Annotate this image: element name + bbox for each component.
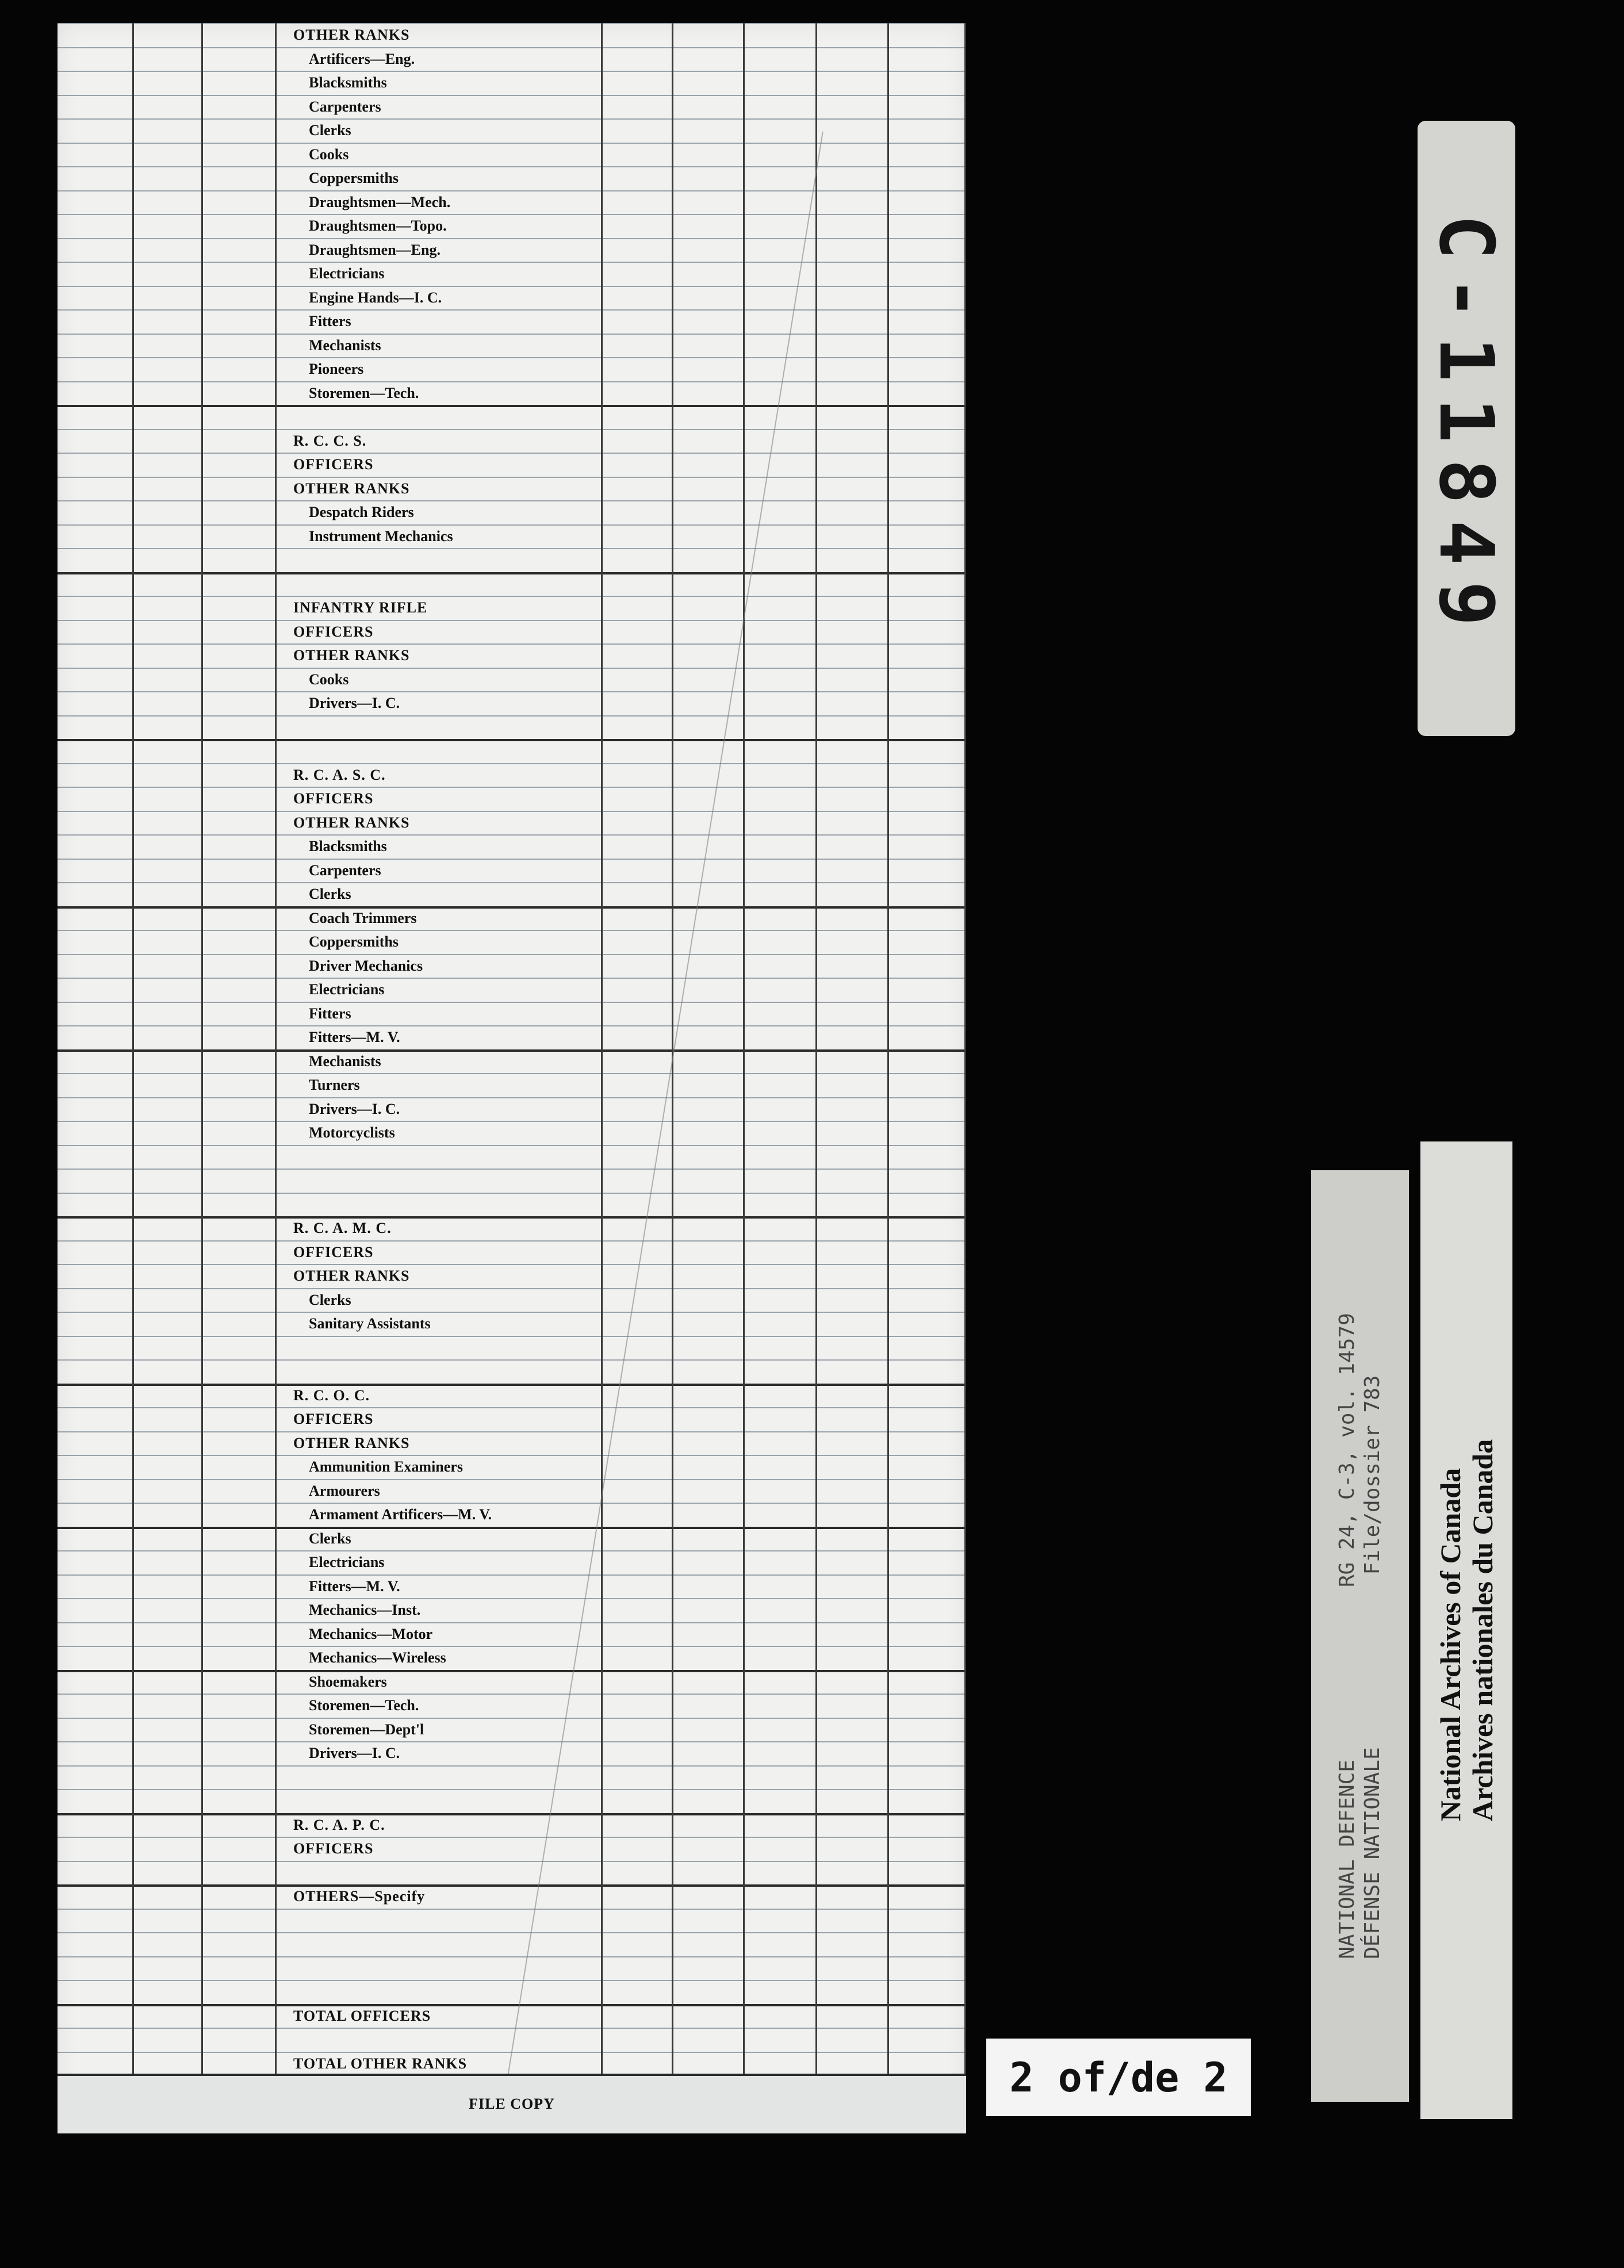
row-rule [58, 1384, 966, 1386]
trade-row-label: Despatch Riders [309, 504, 414, 520]
row-rule [58, 906, 966, 909]
section-heading: TOTAL OFFICERS [293, 2007, 431, 2024]
trade-row-label: Carpenters [309, 861, 381, 879]
section-heading: OTHERS—Specify [293, 1888, 426, 1905]
row-rule [58, 1288, 966, 1289]
trade-row-label: Coach Trimmers [309, 909, 417, 926]
row-rule [58, 1694, 966, 1695]
row-rule [58, 214, 966, 215]
trade-row-label: Coppersmiths [309, 170, 399, 186]
trade-row-label: Coppersmiths [309, 933, 399, 950]
row-rule [58, 954, 966, 955]
row-rule [58, 453, 966, 454]
row-rule [58, 1909, 966, 1910]
trade-row-label: Drivers—I. C. [309, 1100, 400, 1117]
section-heading: OFFICERS [293, 456, 374, 473]
row-rule [58, 1002, 966, 1003]
column-divider [201, 23, 203, 2076]
page-count: 2 of/de 2 [1009, 2054, 1228, 2101]
trade-row-label: Instrument Mechanics [309, 527, 453, 545]
department-name-en: NATIONAL DEFENCE [1335, 1760, 1359, 1959]
row-rule [58, 1574, 966, 1576]
section-heading: OFFICERS [293, 1243, 374, 1261]
row-rule [58, 1646, 966, 1647]
column-divider [964, 23, 966, 2076]
trade-row-label: Sanitary Assistants [309, 1315, 431, 1332]
row-rule [58, 1980, 966, 1981]
trade-row-label: Motorcyclists [309, 1124, 395, 1141]
section-heading: OTHER RANKS [293, 647, 410, 664]
row-rule [58, 524, 966, 526]
trade-row-label: Mechanists [309, 1052, 381, 1070]
row-rule [58, 1813, 966, 1815]
section-heading: TOTAL OTHER RANKS [293, 2055, 468, 2072]
row-rule [58, 1837, 966, 1838]
trade-row-label: Blacksmiths [309, 838, 387, 855]
row-rule [58, 1359, 966, 1361]
archives-name-fr: Archives nationales du Canada [1466, 1439, 1499, 1822]
row-rule [58, 1550, 966, 1551]
row-rule [58, 1884, 966, 1887]
trade-row-label: Drivers—I. C. [309, 1745, 400, 1761]
row-rule [58, 811, 966, 812]
trade-row-label: Turners [309, 1076, 360, 1093]
trade-row-label: Fitters—M. V. [309, 1029, 400, 1045]
row-rule [58, 930, 966, 931]
row-rule [58, 95, 966, 96]
department-name-fr: DÉFENSE NATIONALE [1361, 1747, 1384, 1959]
trade-row-label: Clerks [309, 886, 351, 902]
row-rule [58, 190, 966, 191]
row-rule [58, 787, 966, 788]
column-divider [132, 23, 134, 2076]
row-rule [58, 1025, 966, 1026]
row-rule [58, 357, 966, 358]
trade-row-label: Draughtsmen—Mech. [309, 193, 451, 210]
personnel-form-sheet [58, 23, 966, 2133]
record-group-reference: RG 24, C-3, vol. 14579 [1335, 1313, 1359, 1588]
page-count-card [986, 2039, 1251, 2116]
row-rule [58, 381, 966, 382]
column-divider [275, 23, 277, 2076]
section-heading: R. C. O. C. [293, 1386, 370, 1404]
trade-row-label: Blacksmiths [309, 74, 387, 91]
trade-row-label: Cooks [309, 145, 349, 163]
file-copy-label: FILE COPY [469, 2095, 555, 2112]
row-rule [58, 1097, 966, 1098]
trade-row-label: Carpenters [309, 98, 381, 115]
row-rule [58, 834, 966, 836]
row-rule [58, 763, 966, 764]
row-rule [58, 1741, 966, 1742]
trade-row-label: Pioneers [309, 361, 364, 377]
row-rule [58, 477, 966, 478]
trade-row-label: Electricians [309, 981, 385, 998]
trade-row-label: Armament Artificers—M. V. [309, 1506, 492, 1523]
row-rule [58, 238, 966, 239]
trade-row-label: Engine Hands—I. C. [309, 289, 442, 306]
row-rule [58, 1431, 966, 1432]
row-rule [58, 715, 966, 717]
trade-row-label: Fitters [309, 313, 351, 330]
trade-row-label: Ammunition Examiners [309, 1458, 463, 1475]
row-rule [58, 739, 966, 741]
row-rule [58, 334, 966, 335]
trade-row-label: Storemen—Tech. [309, 1697, 419, 1714]
row-rule [58, 1049, 966, 1052]
row-rule [58, 1861, 966, 1862]
trade-row-label: Storemen—Dept'l [309, 1721, 424, 1738]
row-rule [58, 143, 966, 144]
section-heading: OTHER RANKS [293, 480, 410, 497]
trade-row-label: Fitters—M. V. [309, 1577, 400, 1595]
row-rule [58, 71, 966, 72]
row-rule [58, 1240, 966, 1242]
row-rule [58, 1765, 966, 1767]
section-heading: OTHER RANKS [293, 26, 410, 43]
section-heading: OFFICERS [293, 790, 374, 807]
trade-row-label: Draughtsmen—Topo. [309, 217, 447, 234]
row-rule [58, 166, 966, 167]
archives-name-en: National Archives of Canada [1434, 1468, 1466, 1822]
row-rule [58, 2028, 966, 2029]
section-heading: OTHER RANKS [293, 814, 410, 831]
trade-row-label: Electricians [309, 1554, 385, 1570]
row-rule [58, 1455, 966, 1456]
row-rule [58, 286, 966, 287]
row-rule [58, 978, 966, 979]
trade-row-label: Mechanics—Motor [309, 1625, 433, 1642]
row-rule [58, 572, 966, 574]
row-rule [58, 2004, 966, 2006]
section-heading: OTHER RANKS [293, 1434, 410, 1451]
trade-row-label: Shoemakers [309, 1673, 387, 1690]
section-heading: INFANTRY RIFLE [293, 599, 428, 616]
row-rule [58, 1073, 966, 1074]
section-heading: OTHER RANKS [293, 1267, 410, 1284]
row-rule [58, 1216, 966, 1219]
row-rule [58, 1503, 966, 1504]
section-heading: R. C. A. P. C. [293, 1816, 385, 1833]
trade-row-label: Armourers [309, 1482, 380, 1499]
section-heading: OFFICERS [293, 1411, 374, 1427]
trade-row-label: Clerks [309, 1291, 351, 1308]
volume-label-line-1 [1335, 1313, 1360, 1959]
trade-row-label: Storemen—Tech. [309, 384, 419, 401]
row-rule [58, 643, 966, 645]
row-rule [58, 309, 966, 311]
row-rule [58, 405, 966, 407]
section-heading: R. C. C. S. [293, 432, 367, 449]
archives-label [1420, 1141, 1512, 2119]
reel-number-strip [1418, 121, 1515, 736]
trade-row-label: Clerks [309, 1530, 351, 1547]
row-rule [58, 1264, 966, 1265]
row-rule [58, 1145, 966, 1146]
volume-label-line-2 [1360, 1313, 1385, 1959]
row-rule [58, 1312, 966, 1313]
volume-label [1311, 1170, 1409, 2102]
section-heading: R. C. A. M. C. [293, 1220, 392, 1236]
column-divider [815, 23, 817, 2076]
trade-row-label: Mechanics—Wireless [309, 1649, 446, 1666]
row-rule [58, 548, 966, 549]
row-rule [58, 1956, 966, 1957]
column-divider [601, 23, 603, 2076]
trade-row-label: Mechanics—Inst. [309, 1602, 421, 1618]
row-rule [58, 1169, 966, 1170]
trade-row-label: Electricians [309, 265, 385, 282]
row-rule [58, 1121, 966, 1122]
trade-row-label: Cooks [309, 671, 349, 688]
row-rule [58, 500, 966, 501]
trade-row-label: Driver Mechanics [309, 957, 423, 974]
row-rule [58, 1718, 966, 1719]
row-rule [58, 1407, 966, 1408]
row-rule [58, 1789, 966, 1790]
row-rule [58, 1479, 966, 1480]
trade-row-label: Artificers—Eng. [309, 50, 415, 67]
trade-row-label: Clerks [309, 122, 351, 139]
column-divider [887, 23, 889, 2076]
row-rule [58, 118, 966, 120]
row-rule [58, 596, 966, 597]
row-rule [58, 1527, 966, 1529]
row-rule [58, 620, 966, 621]
row-rule [58, 429, 966, 430]
trade-row-label: Fitters [309, 1005, 351, 1022]
row-rule [58, 1193, 966, 1194]
section-heading: OFFICERS [293, 623, 374, 640]
trade-row-label: Drivers—I. C. [309, 695, 400, 711]
row-rule [58, 23, 966, 24]
row-rule [58, 1932, 966, 1933]
row-rule [58, 882, 966, 883]
column-divider [743, 23, 745, 2076]
section-heading: R. C. A. S. C. [293, 766, 386, 783]
row-rule [58, 1336, 966, 1337]
file-reference: File/dossier 783 [1361, 1375, 1384, 1575]
reel-number: C-11849 [1423, 214, 1510, 642]
trade-row-label: Draughtsmen—Eng. [309, 241, 441, 258]
row-rule [58, 668, 966, 669]
row-rule [58, 47, 966, 48]
row-rule [58, 691, 966, 692]
row-rule [58, 859, 966, 860]
row-rule [58, 1622, 966, 1623]
row-rule [58, 262, 966, 263]
form-footer [58, 2074, 966, 2133]
row-rule [58, 1598, 966, 1599]
trade-row-label: Mechanists [309, 336, 381, 354]
section-heading: OFFICERS [293, 1840, 374, 1857]
row-rule [58, 1670, 966, 1672]
